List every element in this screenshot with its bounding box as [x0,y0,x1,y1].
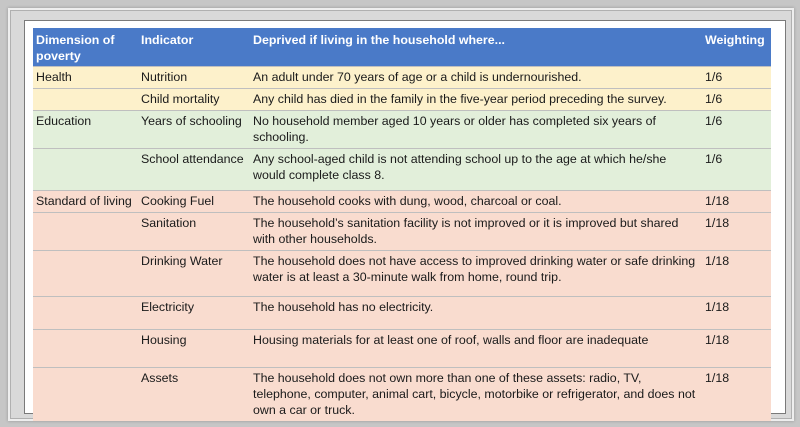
header-row [33,28,771,67]
weighting-cell: 1/6 [702,89,771,111]
deprived-cell: The household does not have access to improved drinking water or safe drinking water is at least a 30-minute walk from home, round trip. [250,251,702,297]
deprived-cell: Any school-aged child is not attending school up to the age at which he/she would complete class 8. [250,149,702,191]
deprived-cell: The household has no electricity. [250,297,702,330]
header-weighting: Weighting [702,28,771,67]
deprived-cell: An adult under 70 years of age or a child is undernourished. [250,67,702,89]
indicator-cell: School attendance [138,149,250,191]
mpi-indicators-table [33,28,771,421]
dimension-cell [33,297,138,330]
weighting-cell: 1/18 [702,213,771,251]
table-row [33,111,771,149]
indicator-cell: Sanitation [138,213,250,251]
table-row [33,67,771,89]
indicator-cell: Cooking Fuel [138,191,250,213]
weighting-cell: 1/18 [702,297,771,330]
header-dimension: Dimension of poverty [33,28,138,67]
table-row [33,297,771,330]
dimension-cell: Education [33,111,138,149]
dimension-cell [33,213,138,251]
deprived-cell: The household cooks with dung, wood, charcoal or coal. [250,191,702,213]
deprived-cell: No household member aged 10 years or older has completed six years of schooling. [250,111,702,149]
table-row [33,251,771,297]
table-row [33,213,771,251]
dimension-cell [33,330,138,368]
table-row [33,149,771,191]
indicator-cell: Drinking Water [138,251,250,297]
deprived-cell: Housing materials for at least one of roof, walls and floor are inadequate [250,330,702,368]
table-row [33,191,771,213]
weighting-cell: 1/6 [702,67,771,89]
dimension-cell [33,89,138,111]
dimension-cell [33,251,138,297]
indicator-cell: Nutrition [138,67,250,89]
dimension-cell: Standard of living [33,191,138,213]
dimension-cell [33,368,138,422]
header-indicator: Indicator [138,28,250,67]
weighting-cell: 1/18 [702,191,771,213]
indicator-cell: Assets [138,368,250,422]
weighting-cell: 1/18 [702,251,771,297]
indicator-cell: Electricity [138,297,250,330]
weighting-cell: 1/18 [702,330,771,368]
dimension-cell: Health [33,67,138,89]
deprived-cell: The household does not own more than one of these assets: radio, TV, telephone, computer, animal cart, bicycle, motorbike or refrigerator, and does not own a car or truck. [250,368,702,422]
indicator-cell: Child mortality [138,89,250,111]
weighting-cell: 1/6 [702,111,771,149]
indicator-cell: Housing [138,330,250,368]
table-row [33,89,771,111]
indicator-cell: Years of schooling [138,111,250,149]
deprived-cell: The household’s sanitation facility is not improved or it is improved but shared with other households. [250,213,702,251]
deprived-cell: Any child has died in the family in the five-year period preceding the survey. [250,89,702,111]
table-row [33,330,771,368]
dimension-cell [33,149,138,191]
table-row [33,368,771,422]
weighting-cell: 1/6 [702,149,771,191]
header-deprived: Deprived if living in the household where... [250,28,702,67]
weighting-cell: 1/18 [702,368,771,422]
